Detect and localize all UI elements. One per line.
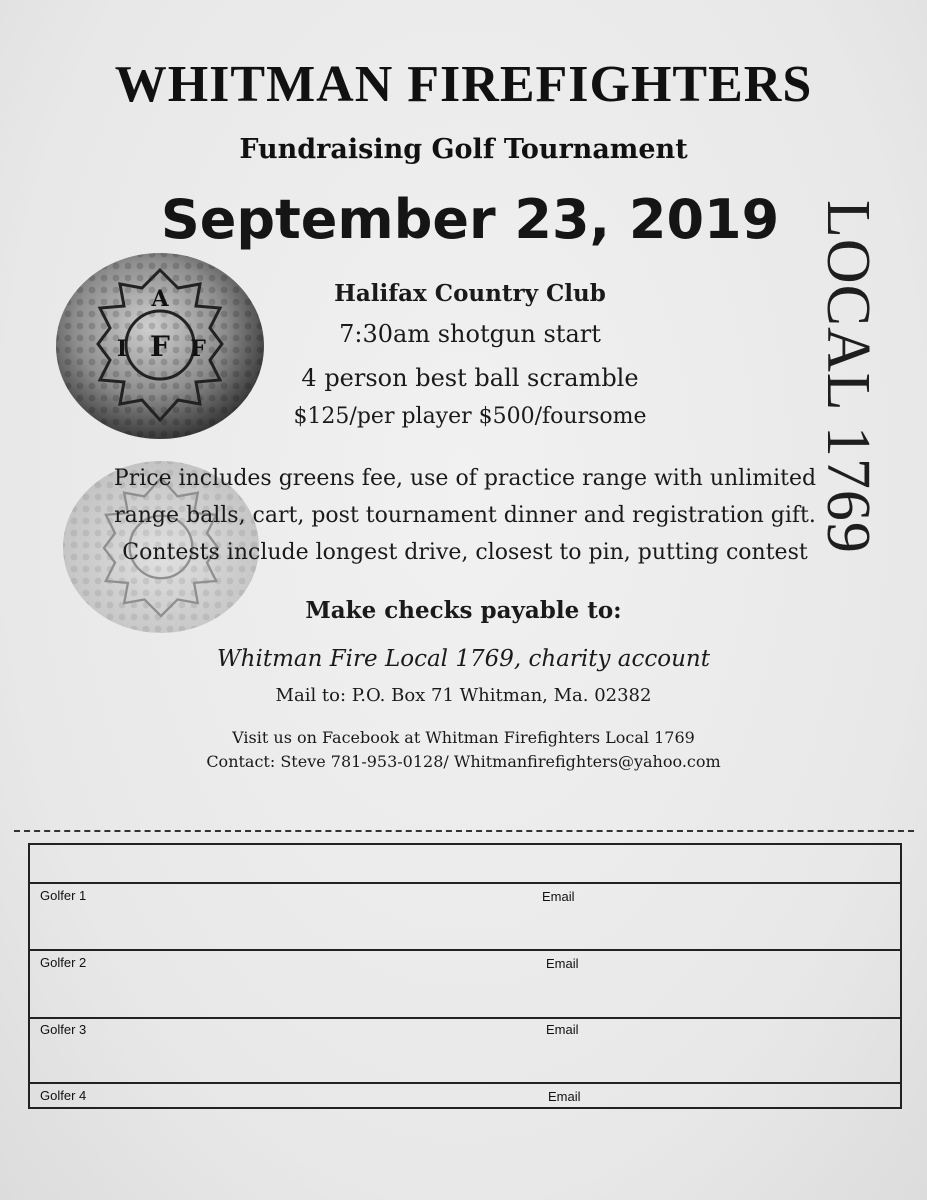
facebook-info: Visit us on Facebook at Whitman Firefighters Local 1769	[232, 728, 695, 747]
description-line-2: range balls, cart, post tournament dinner and registration gift.	[114, 503, 816, 528]
contact-info: Contact: Steve 781-953-0128/ Whitmanfirefighters@yahoo.com	[206, 752, 721, 771]
golfer-3-label: Golfer 3	[40, 1022, 87, 1037]
form-divider	[30, 949, 900, 951]
logo-letter-center: F	[150, 330, 170, 363]
mail-address: Mail to: P.O. Box 71 Whitman, Ma. 02382	[275, 685, 652, 706]
golfer-4-email-label: Email	[548, 1089, 581, 1104]
event-subtitle: Fundraising Golf Tournament	[239, 134, 688, 165]
event-venue: Halifax Country Club	[334, 280, 606, 307]
golfer-1-email-label: Email	[542, 889, 575, 904]
golfer-2-label: Golfer 2	[40, 955, 87, 970]
golfer-2-email-label: Email	[546, 956, 579, 971]
checks-heading: Make checks payable to:	[305, 597, 622, 624]
price-info: $125/per player $500/foursome	[293, 404, 647, 429]
form-divider	[30, 882, 900, 884]
cut-line	[14, 830, 914, 832]
registration-form	[28, 843, 902, 1109]
logo-letter-left: I	[116, 336, 128, 362]
logo-letter-right: F	[190, 336, 206, 362]
logo-letter-top: A	[151, 286, 169, 312]
game-format: 4 person best ball scramble	[301, 364, 639, 392]
page-title: WHITMAN FIREFIGHTERS	[114, 56, 813, 113]
description-line-3: Contests include longest drive, closest to pin, putting contest	[122, 540, 808, 565]
event-date: September 23, 2019	[160, 188, 780, 251]
form-divider	[30, 1017, 900, 1019]
description	[20, 460, 910, 571]
description-line-1: Price includes greens fee, use of practice range with unlimited	[113, 466, 817, 491]
start-time: 7:30am shotgun start	[339, 320, 601, 348]
local-side-text: LOCAL 1769	[814, 200, 882, 554]
form-divider	[30, 1082, 900, 1084]
payee: Whitman Fire Local 1769, charity account	[217, 646, 710, 672]
golfer-1-label: Golfer 1	[40, 888, 87, 903]
golfer-3-email-label: Email	[546, 1022, 579, 1037]
golfer-4-label: Golfer 4	[40, 1088, 87, 1103]
